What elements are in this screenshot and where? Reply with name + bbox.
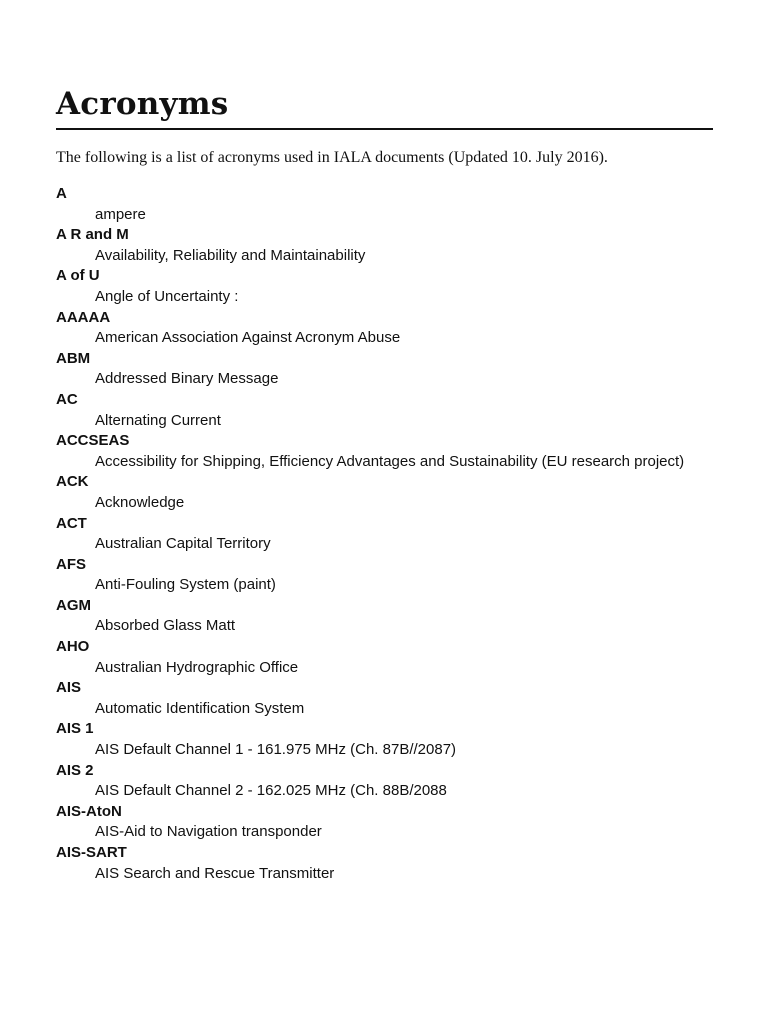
acronym-term: AAAAA [56, 308, 111, 326]
acronym-term: AIS 2 [56, 761, 94, 779]
acronym-term: A of U [56, 267, 100, 285]
acronym-term: A [56, 185, 67, 202]
acronym-term: AIS [56, 679, 82, 697]
acronym-term: A R and M [56, 226, 129, 244]
acronym-definition: ampere [95, 205, 146, 223]
acronym-term: AFS [56, 555, 86, 573]
acronym-definition: Automatic Identification System [95, 699, 305, 717]
acronym-definition: AIS-Aid to Navigation transponder [95, 823, 322, 841]
acronym-definition: Angle of Uncertainty : [95, 287, 239, 305]
acronym-term: AHO [56, 638, 90, 656]
acronym-definition: Absorbed Glass Matt [95, 617, 236, 635]
acronym-term: AIS-SART [56, 844, 127, 861]
acronym-definition: AIS Default Channel 1 - 161.975 MHz (Ch. 87B//2087) [95, 741, 457, 759]
acronym-definition: Australian Capital Territory [95, 535, 271, 553]
acronym-definition: Anti-Fouling System (paint) [95, 576, 276, 594]
acronym-definition: Alternating Current [95, 411, 221, 429]
acronym-definition: American Association Against Acronym Abuse [95, 329, 401, 347]
acronym-term: ACCSEAS [56, 432, 130, 450]
acronym-definition: Accessibility for Shipping, Efficiency Advantages and Sustainability (EU research project) [95, 452, 685, 470]
document-page [56, 84, 713, 884]
acronym-definition: AIS Default Channel 2 - 162.025 MHz (Ch. 88B/2088 [95, 782, 447, 800]
intro-paragraph: The following is a list of acronyms used in IALA documents (Updated 10. July 2016). [56, 149, 608, 166]
acronym-definition: Availability, Reliability and Maintainability [95, 246, 366, 264]
acronym-term: ACT [56, 514, 87, 532]
acronym-term: AGM [56, 596, 91, 614]
acronym-definition: AIS Search and Rescue Transmitter [95, 864, 335, 882]
acronym-term: AC [56, 390, 78, 408]
acronym-term: AIS-AtoN [56, 802, 122, 820]
acronym-definition: Addressed Binary Message [95, 370, 279, 388]
acronym-definition: Acknowledge [95, 493, 185, 511]
acronym-list [56, 184, 713, 884]
page-title: Acronyms [56, 84, 713, 130]
acronym-term: AIS 1 [56, 720, 94, 738]
acronym-definition: Australian Hydrographic Office [95, 658, 299, 676]
acronym-term: ACK [56, 473, 89, 491]
acronym-term: ABM [56, 349, 91, 367]
